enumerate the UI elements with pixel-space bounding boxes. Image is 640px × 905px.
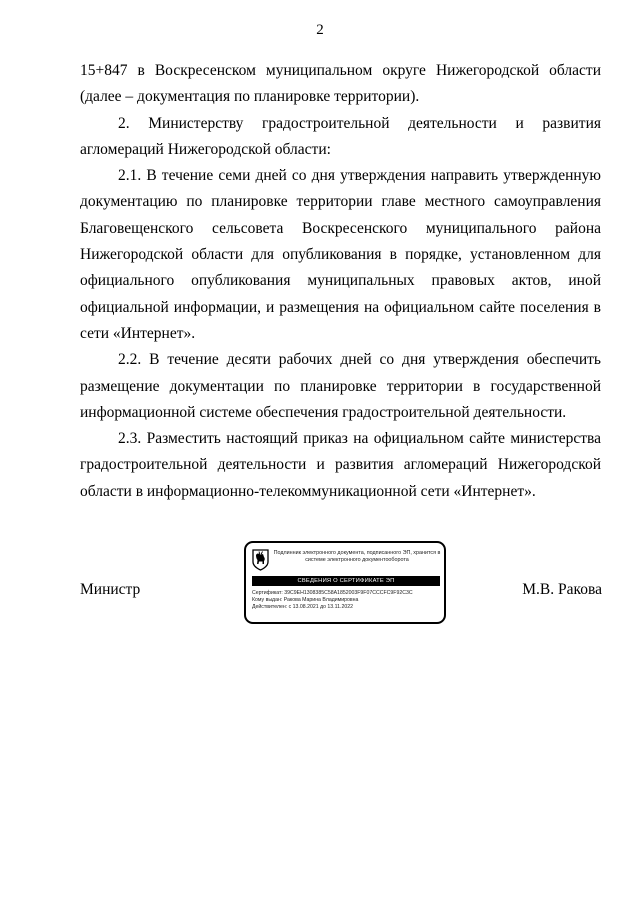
page-number: 2 — [316, 22, 324, 38]
paragraph-continuation: 15+847 в Воскресенском муниципальном округе Нижегородской области (далее – документация по планировке территории). — [80, 62, 601, 106]
validity-value: с 13.08.2021 до 13.11.2022 — [288, 604, 353, 611]
paragraph-2: 2. Министерству градостроительной деятельности и развития агломераций Нижегородской области: — [80, 114, 601, 158]
certificate-value: 39C9EH1308385C58A1852003F9F07CCCFC9F92C3C — [284, 590, 413, 596]
certificate-label: Сертификат: — [252, 590, 283, 596]
nizhny-novgorod-emblem-icon — [252, 549, 269, 571]
stamp-top — [252, 549, 440, 573]
stamp-details — [252, 590, 442, 612]
validity-row — [252, 604, 442, 611]
certificate-row — [252, 590, 442, 597]
stamp-header: СВЕДЕНИЯ О СЕРТИФИКАТЕ ЭП — [252, 576, 440, 586]
paragraph-2-3: 2.3. Разместить настоящий приказ на официальном сайте министерства градостроительной деятельности и развития агломераций Нижегородской области в информационно-телекоммуникационной сети «Интернет». — [80, 430, 601, 500]
paragraph-2-2: 2.2. В течение десяти рабочих дней со дня утверждения обеспечить размещение документации по планировке территории в государственной информационной системе обеспечения градостроительной деятельности. — [80, 351, 601, 421]
validity-label: Действителен: — [252, 604, 288, 611]
electronic-signature-stamp — [244, 541, 446, 624]
paragraph-2-1: 2.1. В течение семи дней со дня утверждения направить утвержденную документацию по планировке территории главе местного самоуправления Благовещенского сельсовета Воскресенского муниципального района Нижегородской области для опубликования в порядке, установленном для официального опубликования муниципальных правовых актов, иной официальной информации, и размещения на официальном сайте поселения в сети «Интернет». — [80, 167, 601, 342]
document-body — [80, 58, 601, 505]
signatory-name: М.В. Ракова — [522, 581, 602, 598]
owner-value: Ракова Марина Владимировна — [283, 597, 359, 604]
owner-label: Кому выдан: — [252, 597, 283, 604]
stamp-note: Подлинник электронного документа, подписанного ЭП, хранится в системе электронного документооборота — [273, 550, 441, 563]
signatory-position: Министр — [80, 581, 141, 598]
